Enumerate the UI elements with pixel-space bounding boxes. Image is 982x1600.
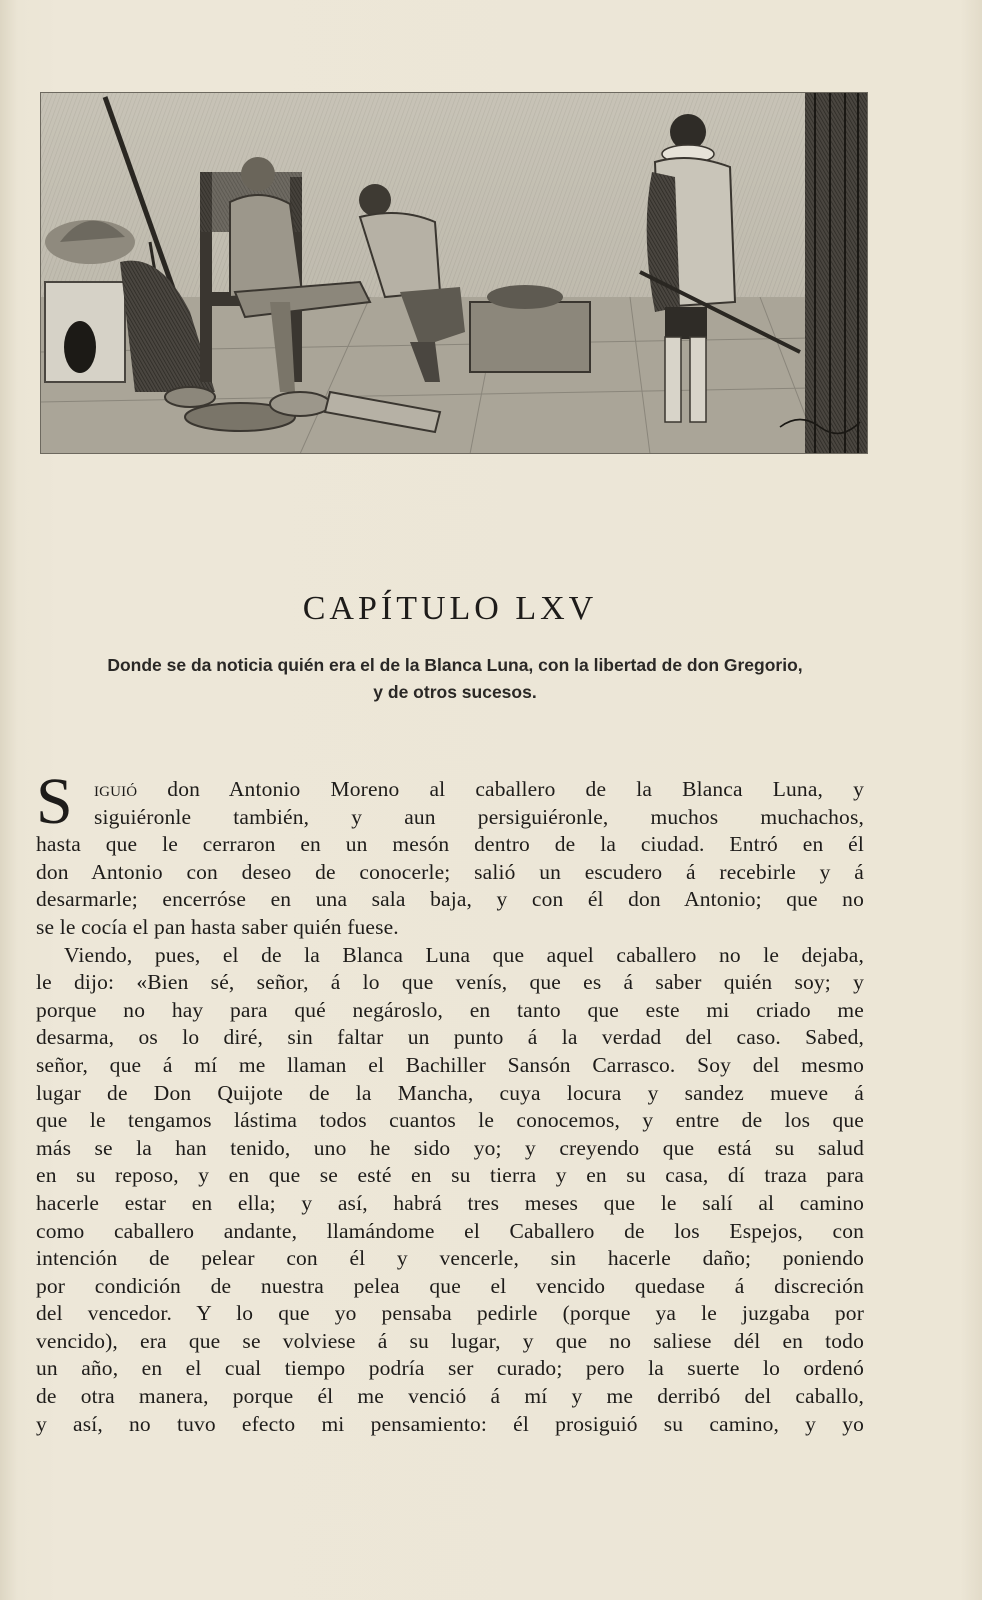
chapter-subtitle xyxy=(40,652,870,706)
text-line: más se la han tenido, uno he sido yo; y creyendo que está su salud xyxy=(36,1135,864,1160)
text-line: hasta que le cerraron en un mesón dentro de la ciudad. Entró en él xyxy=(36,832,864,857)
text-line: porque no hay para qué negároslo, en tanto que este mi criado me xyxy=(36,997,864,1022)
drop-cap-letter: S xyxy=(36,765,73,838)
text-line-rest: don Antonio Moreno al caballero de la Blanca Luna, y xyxy=(137,777,864,801)
text-line: señor, que á mí me llaman el Bachiller Sansón Carrasco. Soy del mesmo xyxy=(36,1052,864,1077)
text-line: se le cocía el pan hasta saber quién fuese. xyxy=(36,914,399,939)
text-line: en su reposo, y en que se esté en su tierra y en su casa, dí traza para xyxy=(36,1163,864,1188)
subtitle-line-1: Donde se da noticia quién era el de la Blanca Luna, con la libertad de don Gregorio, xyxy=(107,655,803,675)
first-word-smallcaps: iguió xyxy=(94,777,138,801)
text-line: que le tengamos lástima todos cuantos le conocemos, y entre de los que xyxy=(36,1108,864,1133)
text-line: desarmarle; encerróse en una sala baja, y con él don Antonio; que no xyxy=(36,887,864,912)
text-line: del vencedor. Y lo que yo pensaba pedirle (porque ya le juzgaba por xyxy=(36,1301,864,1326)
text-line: como caballero andante, llamándome el Caballero de los Espejos, con xyxy=(36,1218,864,1243)
chapter-illustration xyxy=(40,92,868,454)
text-line: le dijo: «Bien sé, señor, á lo que venís, que es á saber quién soy; y xyxy=(36,970,864,995)
text-line: lugar de Don Quijote de la Mancha, cuya locura y sandez mueve á xyxy=(36,1080,864,1105)
text-line: un año, en el cual tiempo podría ser curado; pero la suerte lo ordenó xyxy=(36,1356,864,1381)
text-line: de otra manera, porque él me venció á mí y me derribó del caballo, xyxy=(36,1384,864,1409)
text-line: desarma, os lo diré, sin faltar un punto á la verdad del caso. Sabed, xyxy=(36,1025,864,1050)
text-line: y así, no tuvo efecto mi pensamiento: él prosiguió su camino, y yo xyxy=(36,1411,864,1436)
text-line: Viendo, pues, el de la Blanca Luna que aquel caballero no le dejaba, xyxy=(64,942,864,967)
text-line: por condición de nuestra pelea que el vencido quedase á discreción xyxy=(36,1273,864,1298)
text-line: siguiéronle también, y aun persiguiéronle, muchos muchachos, xyxy=(94,804,864,829)
text-line: hacerle estar en ella; y así, habrá tres meses que le salí al camino xyxy=(36,1190,864,1215)
subtitle-line-2: y de otros sucesos. xyxy=(373,682,537,702)
text-line: intención de pelear con él y vencerle, sin hacerle daño; poniendo xyxy=(36,1246,864,1271)
text-line xyxy=(36,776,864,804)
text-line: don Antonio con deseo de conocerle; salió un escudero á recebirle y á xyxy=(36,859,864,884)
chapter-body xyxy=(36,765,864,1438)
text-line: vencido), era que se volviese á su lugar, y que no saliese dél en todo xyxy=(36,1328,864,1353)
chapter-title: CAPÍTULO LXV xyxy=(302,590,598,627)
